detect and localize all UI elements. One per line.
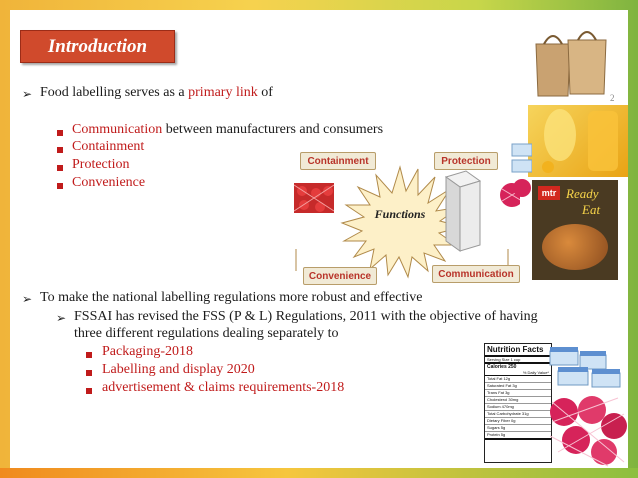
netted-fruit-image	[548, 392, 628, 468]
nutrition-row: Cholesterol 30mg	[485, 397, 551, 404]
food-containers-image	[548, 343, 624, 391]
intro-suffix: of	[257, 85, 273, 100]
square-bullet-icon	[57, 147, 63, 153]
regulation-item: Labelling and display 2020	[102, 362, 255, 377]
square-bullet-icon	[57, 165, 63, 171]
square-bullet-icon	[86, 388, 92, 394]
bottom-band	[0, 468, 638, 478]
square-bullet-icon	[86, 352, 92, 358]
nutrition-row: Protein 5g	[485, 432, 551, 440]
intro-prefix: Food labelling serves as a	[40, 85, 189, 100]
page-number: 2	[610, 93, 615, 103]
list-item	[72, 157, 130, 173]
fssai-line-1: FSSAI has revised the FSS (P & L) Regulations, 2011 with the objective of having	[74, 309, 538, 324]
containment-label: Containment	[300, 152, 376, 170]
regulation-item: advertisement & claims requirements-2018	[102, 380, 345, 395]
list-item-highlight: Communication	[72, 122, 163, 137]
square-bullet-icon	[57, 183, 63, 189]
nutrition-row: Saturated Fat 3g	[485, 383, 551, 390]
nutrition-facts-image	[484, 343, 552, 463]
nutrition-row: Sugars 5g	[485, 425, 551, 432]
nutrition-row: Sodium 470mg	[485, 404, 551, 411]
regulation-item: Packaging-2018	[102, 344, 193, 359]
basket-image	[294, 183, 334, 213]
nutrition-row: Total Fat 12g	[485, 376, 551, 383]
nutrition-row: Dietary Fiber 0g	[485, 418, 551, 425]
list-item	[72, 139, 144, 155]
package-name-top: Ready	[566, 186, 599, 201]
intro-highlight: primary link	[188, 85, 258, 100]
food-bowl-image	[542, 224, 608, 270]
list-item	[72, 122, 383, 138]
nutrition-calories: Calories 250	[485, 362, 551, 370]
ready-to-eat-package-image	[532, 180, 618, 280]
square-bullet-icon	[57, 130, 63, 136]
slide-title: Introduction	[20, 30, 175, 63]
nutrition-dv: % Daily Value*	[485, 370, 551, 376]
oil-bottle-image	[528, 105, 628, 177]
nutrition-row: Total Carbohydrate 31g	[485, 411, 551, 418]
nutrition-row: Trans Fat 3g	[485, 390, 551, 397]
list-item-highlight: Protection	[72, 157, 130, 172]
starburst-shape	[342, 167, 462, 277]
protection-label: Protection	[434, 152, 498, 170]
functions-diagram	[290, 145, 520, 285]
package-brand: mtr	[538, 186, 560, 200]
convenience-label: Convenience	[303, 267, 377, 285]
list-item-highlight: Containment	[72, 139, 145, 154]
functions-center-label: Functions	[374, 207, 426, 221]
fssai-line-2: three different regulations dealing separately to	[74, 326, 339, 341]
arrow-bullet-icon: ➢	[22, 87, 33, 101]
list-item-highlight: Convenience	[72, 175, 146, 190]
nutrition-title: Nutrition Facts	[485, 344, 551, 357]
intro-line	[40, 85, 273, 101]
nutrition-serving: Serving Size 1 cup	[487, 357, 521, 362]
arrow-bullet-icon: ➢	[22, 292, 33, 306]
list-item	[72, 175, 145, 191]
paper-bags-image	[528, 22, 613, 100]
arrow-bullet-icon: ➢	[56, 311, 67, 325]
milk-carton-image	[446, 171, 480, 251]
objective-line: To make the national labelling regulations more robust and effective	[40, 290, 423, 305]
square-bullet-icon	[86, 370, 92, 376]
list-item-text: between manufacturers and consumers	[162, 122, 384, 137]
communication-label: Communication	[432, 265, 520, 283]
containers-image	[510, 140, 532, 200]
package-name-bottom: Eat	[582, 202, 601, 217]
